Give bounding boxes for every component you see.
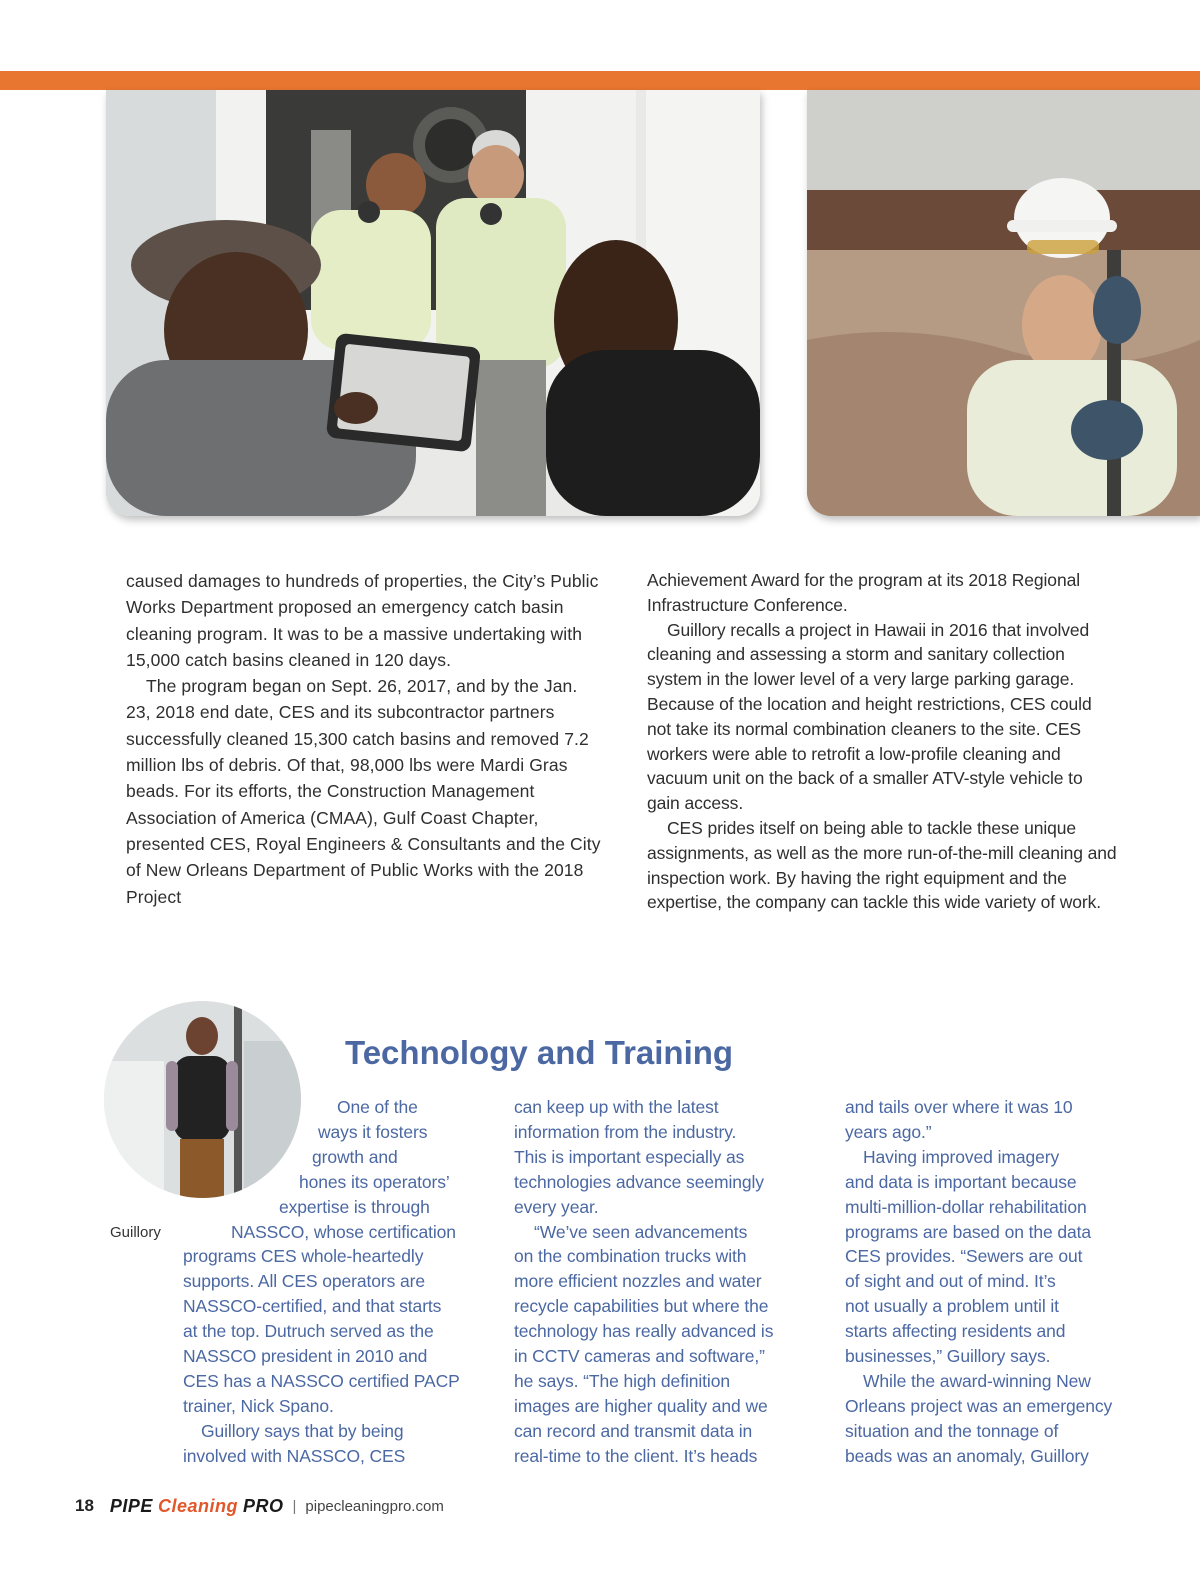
- crew-tablet-illustration: [106, 90, 760, 516]
- article-paragraph: CES prides itself on being able to tackle these unique assignments, as well as the more run-of-the-mill cleaning and inspection work. By having the right equipment and the expertise, the company can tackle this wide variety of work.: [647, 817, 1117, 913]
- article-paragraph: Achievement Award for the program at its 2018 Regional Infrastructure Conference.: [647, 570, 1080, 615]
- text-line: growth and: [312, 1146, 398, 1167]
- text-line: beads was an anomaly, Guillory: [845, 1445, 1089, 1466]
- text-line: recycle capabilities but where the: [514, 1296, 769, 1317]
- text-line: can keep up with the latest: [514, 1097, 719, 1117]
- text-line: This is important especially as: [514, 1146, 745, 1167]
- section-heading: Technology and Training: [345, 1034, 734, 1071]
- text-line: expertise is through: [279, 1196, 430, 1217]
- text-line: multi-million-dollar rehabilitation: [845, 1196, 1087, 1217]
- text-line: trainer, Nick Spano.: [183, 1395, 334, 1416]
- website-link[interactable]: pipecleaningpro.com: [305, 1497, 444, 1515]
- text-line: and data is important because: [845, 1171, 1077, 1192]
- text-line: Guillory says that by being: [201, 1420, 404, 1441]
- text-line: at the top. Dutruch served as the: [183, 1321, 434, 1342]
- text-line: supports. All CES operators are: [183, 1271, 426, 1292]
- text-line: of sight and out of mind. It’s: [845, 1271, 1056, 1292]
- article-column-1: [126, 568, 606, 910]
- text-line: technologies advance seemingly: [514, 1171, 764, 1192]
- sidebar-column-2: [514, 1095, 814, 1469]
- text-line: real-time to the client. It’s heads: [514, 1445, 758, 1466]
- text-line: and tails over where it was 10: [845, 1097, 1073, 1117]
- text-line: CES provides. “Sewers are out: [845, 1246, 1083, 1267]
- text-line: he says. “The high definition: [514, 1370, 730, 1391]
- article-paragraph: caused damages to hundreds of properties, the City’s Public Works Department proposed an emergency catch basin cleaning program. It was to be a massive undertaking with 15,000 catch basins cleaned in 120 days.: [126, 571, 599, 670]
- text-line: every year.: [514, 1196, 599, 1217]
- brand-logo-pro: PRO: [242, 1495, 284, 1516]
- text-line: NASSCO president in 2010 and: [183, 1346, 428, 1367]
- text-line: images are higher quality and we: [514, 1395, 768, 1416]
- crew-tablet-photo: [106, 90, 760, 516]
- page-footer: [75, 1494, 444, 1518]
- text-line: situation and the tonnage of: [845, 1420, 1059, 1441]
- text-line: Having improved imagery: [863, 1146, 1060, 1167]
- brand-logo-pipe: PIPE: [109, 1495, 153, 1516]
- sidebar-column-1: [183, 1095, 483, 1469]
- text-line: “We’ve seen advancements: [534, 1221, 748, 1242]
- photo-caption: Guillory: [110, 1224, 161, 1241]
- page-number: 18: [75, 1496, 94, 1515]
- hardhat-worker-illustration: [807, 90, 1200, 516]
- text-line: hones its operators’: [299, 1171, 450, 1192]
- text-line: CES has a NASSCO certified PACP: [183, 1370, 460, 1391]
- text-line: starts affecting residents and: [845, 1321, 1066, 1342]
- text-line: involved with NASSCO, CES: [183, 1445, 406, 1466]
- text-line: information from the industry.: [514, 1121, 737, 1142]
- sidebar-column-3: [845, 1095, 1145, 1469]
- header-accent-bar: [0, 71, 1200, 90]
- article-paragraph: Guillory recalls a project in Hawaii in 2016 that involved cleaning and assessing a storm and sanitary collection system in the lower level of a very large parking garage. Because of the location and height restrictions, CES could not take its normal combination cleaners to the site. CES workers were able to retrofit a low-profile cleaning and vacuum unit on the back of a smaller ATV-style vehicle to gain access.: [647, 619, 1092, 814]
- text-line: businesses,” Guillory says.: [845, 1346, 1051, 1367]
- text-line: on the combination trucks with: [514, 1246, 747, 1267]
- text-line: programs CES whole-heartedly: [183, 1246, 424, 1267]
- footer-separator: |: [292, 1497, 297, 1515]
- text-line: programs are based on the data: [845, 1221, 1092, 1242]
- text-line: While the award-winning New: [863, 1370, 1091, 1391]
- text-line: NASSCO, whose certification: [231, 1221, 456, 1242]
- text-line: in CCTV cameras and software,”: [514, 1346, 765, 1367]
- text-line: years ago.”: [845, 1121, 932, 1142]
- text-line: not usually a problem until it: [845, 1296, 1059, 1317]
- text-line: NASSCO-certified, and that starts: [183, 1296, 442, 1317]
- article-paragraph: The program began on Sept. 26, 2017, and by the Jan. 23, 2018 end date, CES and its subcontractor partners successfully cleaned 15,300 catch basins and removed 7.2 million lbs of debris. Of that, 98,000 lbs were Mardi Gras beads. For its efforts, the Construction Management Association of America (CMAA), Gulf Coast Chapter, presented CES, Royal Engineers & Consultants and the City of New Orleans Department of Public Works with the 2018 Project: [126, 676, 601, 907]
- text-line: can record and transmit data in: [514, 1420, 753, 1441]
- text-line: technology has really advanced is: [514, 1321, 774, 1342]
- text-line: more efficient nozzles and water: [514, 1271, 762, 1292]
- text-line: Orleans project was an emergency: [845, 1395, 1113, 1416]
- text-line: One of the: [337, 1097, 418, 1117]
- article-column-2: [647, 568, 1117, 915]
- hardhat-worker-photo: [807, 90, 1200, 516]
- text-line: ways it fosters: [318, 1121, 428, 1142]
- brand-logo-cleaning: Cleaning: [157, 1495, 238, 1516]
